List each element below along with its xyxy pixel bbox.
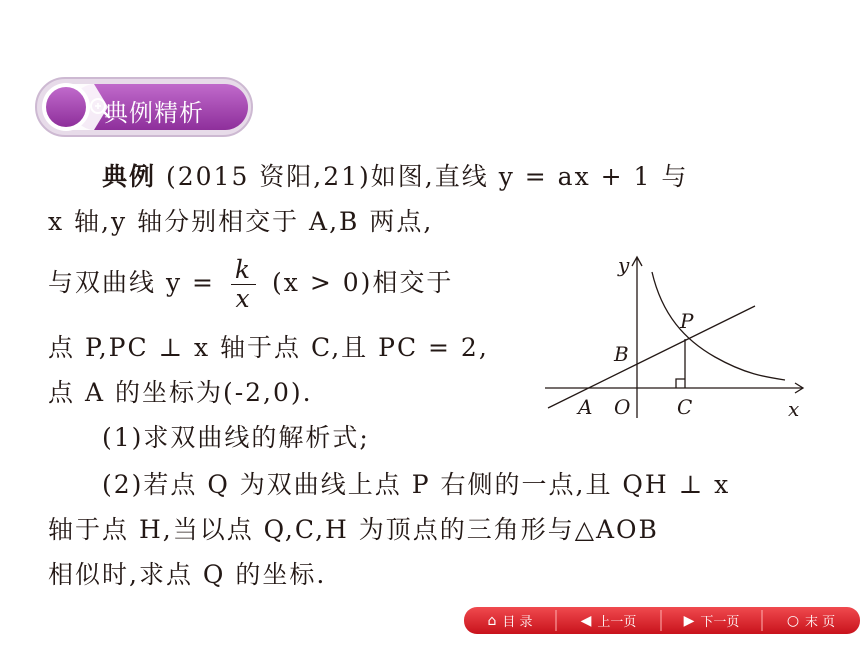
problem-line-1: [102, 162, 688, 192]
label-b: B: [614, 342, 629, 366]
nav-last-label: 末 页: [805, 615, 836, 630]
problem-line-3: [48, 256, 453, 313]
nav-contents-label: 目 录: [502, 615, 533, 630]
problem-line-5: 点 A 的坐标为(-2,0).: [48, 378, 313, 407]
nav-previous-button[interactable]: [556, 607, 661, 634]
label-o: O: [614, 395, 631, 419]
arrow-left-icon: ◀: [580, 612, 592, 629]
problem-line-2: x 轴,y 轴分别相交于 A,B 两点,: [48, 207, 434, 236]
coordinate-figure: [540, 250, 810, 425]
navigation-bar: [464, 607, 860, 634]
problem-line-4: 点 P,PC ⊥ x 轴于点 C,且 PC = 2,: [48, 333, 489, 362]
nav-contents-button[interactable]: [464, 607, 556, 634]
nav-next-button[interactable]: [661, 607, 762, 634]
arrow-right-icon: ▶: [683, 612, 695, 629]
section-title: 典例精析: [104, 99, 204, 127]
problem-line-1-text: (2015 资阳,21)如图,直线 y = ax + 1 与: [165, 162, 689, 191]
nav-last-button[interactable]: [762, 607, 860, 634]
line-graph: [548, 306, 755, 408]
problem-line-3-prefix: 与双曲线 y =: [48, 268, 215, 297]
label-a: A: [578, 395, 593, 419]
circle-icon: ○: [786, 612, 800, 629]
nav-previous-label: 上一页: [597, 615, 637, 630]
fraction-denominator: x: [235, 284, 252, 313]
part-2-line-3: 相似时,求点 Q 的坐标.: [48, 560, 327, 589]
right-angle-mark: [676, 379, 685, 388]
part-1: (1)求双曲线的解析式;: [102, 423, 370, 452]
home-icon: ⌂: [487, 612, 497, 629]
label-x: x: [788, 397, 800, 421]
hyperbola-curve: [652, 272, 785, 380]
nav-next-label: 下一页: [700, 615, 740, 630]
part-2-line-2: 轴于点 H,当以点 Q,C,H 为顶点的三角形与△AOB: [48, 515, 659, 544]
problem-line-3-suffix: (x > 0)相交于: [272, 268, 454, 297]
label-p: P: [680, 309, 694, 333]
part-2-line-1: (2)若点 Q 为双曲线上点 P 右侧的一点,且 QH ⊥ x: [102, 470, 731, 499]
label-y: y: [618, 253, 630, 277]
example-label: 典例: [102, 162, 157, 191]
label-c: C: [677, 395, 693, 419]
fraction: [231, 256, 256, 313]
fraction-numerator: k: [231, 256, 256, 285]
